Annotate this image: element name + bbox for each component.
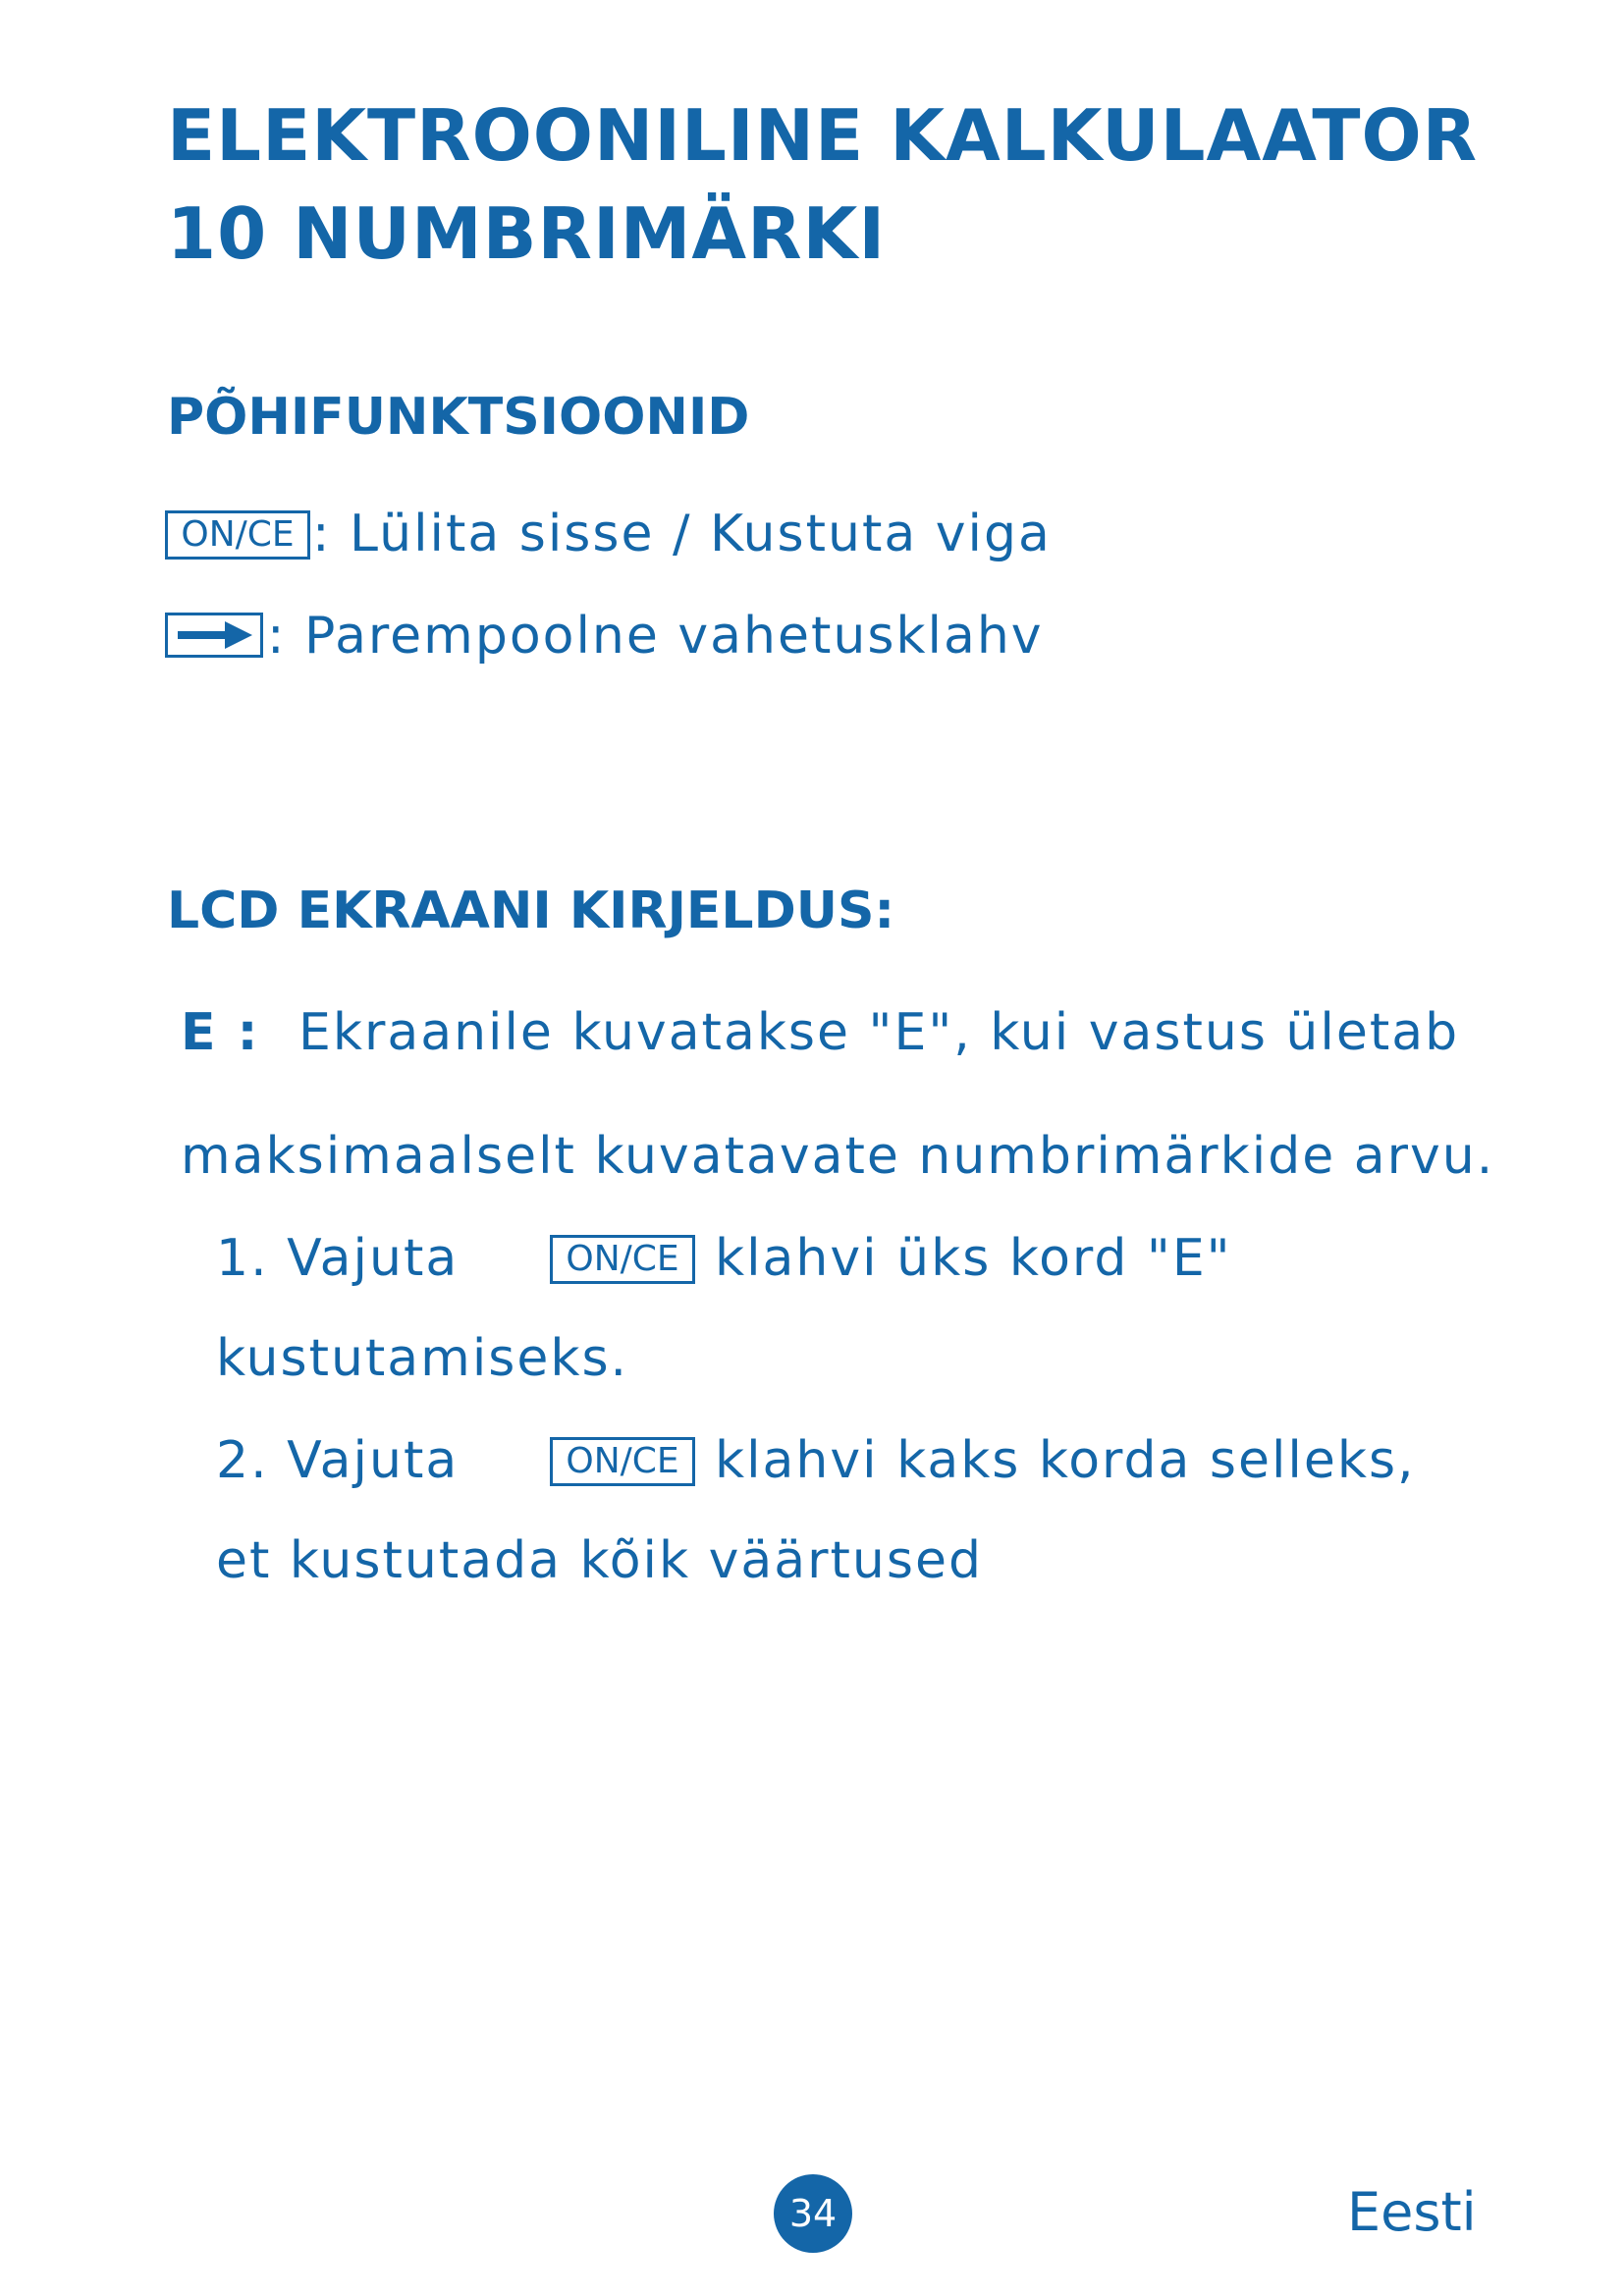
step1-text-line1: klahvi üks kord "E" <box>715 1229 1232 1288</box>
language-label: Eesti <box>1347 2181 1477 2243</box>
step2-on-ce-key-icon: ON/CE <box>550 1437 695 1486</box>
page-title-line2: 10 NUMBRIMÄRKI <box>167 192 887 275</box>
on-ce-key-icon: ON/CE <box>165 510 310 560</box>
step2-text-line2: et kustutada kõik väärtused <box>216 1531 983 1590</box>
e-description-line1: Ekraanile kuvatakse "E", kui vastus ületab <box>298 1003 1460 1062</box>
basic-functions-heading: PÕHIFUNKTSIOONID <box>167 388 750 447</box>
e-description-line2: maksimaalselt kuvatavate numbrimärkide arvu. <box>181 1127 1495 1186</box>
step1-text-line2: kustutamiseks. <box>216 1329 629 1388</box>
step2-prefix: 2. Vajuta <box>216 1431 460 1490</box>
right-shift-description: : Parempoolne vahetusklahv <box>267 607 1044 666</box>
page-title <box>167 86 1478 283</box>
on-ce-description: : Lülita sisse / Kustuta viga <box>312 505 1052 563</box>
step1-prefix: 1. Vajuta <box>216 1229 460 1288</box>
step2-text-line1: klahvi kaks korda selleks, <box>715 1431 1416 1490</box>
e-indicator-label: E : <box>181 1003 260 1062</box>
step1-on-ce-key-icon: ON/CE <box>550 1235 695 1284</box>
right-arrow-icon <box>165 613 263 658</box>
page-number-badge: 34 <box>774 2174 852 2253</box>
page-title-line1: ELEKTROONILINE KALKULAATOR <box>167 94 1479 177</box>
lcd-description-heading: LCD EKRAANI KIRJELDUS: <box>167 881 895 940</box>
